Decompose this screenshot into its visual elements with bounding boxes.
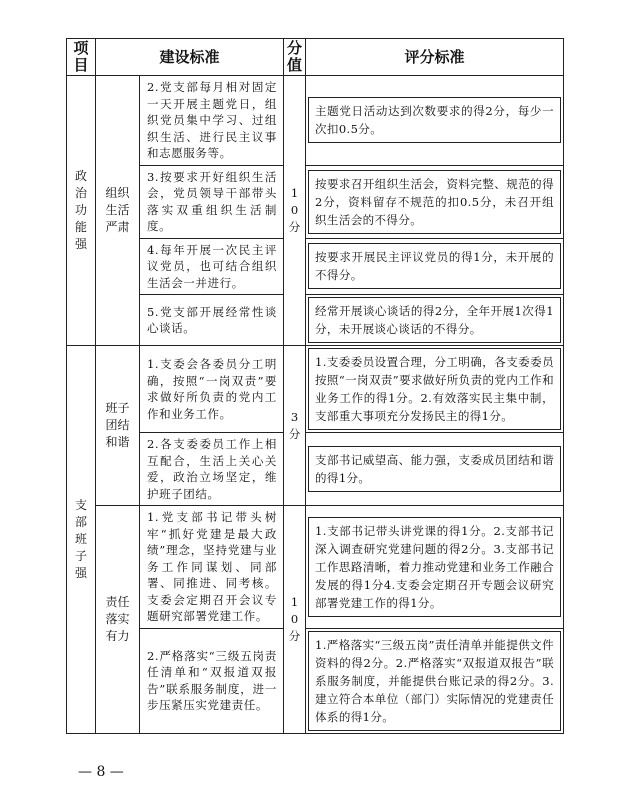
criteria-cell [306, 628, 564, 733]
standard-cell: 5.党支部开展经常性谈心谈话。 [140, 295, 284, 346]
standard-cell: 1.党支部书记带头树牢“抓好党建是最大政绩”理念，坚持党建与业务工作同谋划、同部署、同推进、同考核。支委会定期召开会议专题研究部署党建工作。 [140, 506, 284, 629]
evaluation-table [66, 38, 564, 734]
table-row [67, 238, 564, 295]
standard-cell: 2.各支委委员工作上相互配合，生活上关心关爱，政治立场坚定，维护班子团结。 [140, 433, 284, 506]
section-item-political: 政治功能强 [67, 76, 96, 346]
criteria-cell [306, 346, 564, 433]
score-value: 3分 [288, 409, 301, 441]
table-row [67, 76, 564, 166]
criteria-text: 1.支委委员设置合理，分工明确，各支委委员按照“一岗双责”要求做好所负责的党内工作和业务工作的得1分。2.有效落实民主集中制，支部重大事项充分发扬民主的得1分。 [308, 348, 561, 430]
criteria-cell [306, 238, 564, 295]
score-cell [284, 76, 306, 346]
score-cell [284, 506, 306, 734]
table-row [67, 433, 564, 506]
subsection-team-harmony: 班子团结和谐 [96, 346, 140, 506]
standard-cell: 3.按要求开好组织生活会，党员领导干部带头落实双重组织生活制度。 [140, 165, 284, 238]
criteria-text: 支部书记威望高、能力强，支委成员团结和谐的得1分。 [308, 446, 561, 492]
header-criteria: 评分标准 [306, 39, 564, 76]
subsection-responsibility: 责任落实有力 [96, 506, 140, 734]
header-score: 分值 [284, 39, 306, 76]
criteria-text: 按要求召开组织生活会，资料完整、规范的得2分，资料留存不规范的扣0.5分，未召开组织生活会的不得分。 [308, 170, 561, 234]
section-item-branch: 支部班子强 [67, 346, 96, 734]
score-value: 10分 [288, 594, 301, 643]
table-row [67, 295, 564, 346]
table-row [67, 628, 564, 733]
criteria-cell [306, 76, 564, 166]
standard-cell: 2.党支部每月相对固定一天开展主题党日，组织党员集中学习、过组织生活、进行民主议事和志愿服务等。 [140, 76, 284, 166]
table-row [67, 346, 564, 433]
header-standard: 建设标准 [96, 39, 284, 76]
table-row [67, 165, 564, 238]
criteria-cell [306, 165, 564, 238]
score-value: 10分 [288, 186, 301, 234]
standard-cell: 1.支委会各委员分工明确，按照“一岗双责”要求做好所负责的党内工作和业务工作。 [140, 346, 284, 433]
standard-cell: 4.每年开展一次民主评议党员，也可结合组织生活会一并进行。 [140, 238, 284, 295]
header-row [67, 39, 564, 76]
header-item: 项目 [67, 39, 96, 76]
criteria-text: 1.严格落实“三级五岗”责任清单并能提供文件资料的得2分。2.严格落实“双报道双报告”联系服务制度，并能提供台账记录的得2分。3.建立符合本单位（部门）实际情况的党建责任体系的得1分。 [308, 631, 561, 731]
criteria-text: 主题党日活动达到次数要求的得2分，每少一次扣0.5分。 [308, 97, 561, 143]
subsection-org-life: 组织生活严肃 [96, 76, 140, 346]
criteria-cell [306, 433, 564, 506]
criteria-text: 按要求开展民主评议党员的得1分，未开展的不得分。 [308, 243, 561, 289]
table-row [67, 506, 564, 629]
criteria-text: 经常开展谈心谈话的得2分，全年开展1次得1分，未开展谈心谈话的不得分。 [308, 297, 561, 343]
criteria-cell [306, 506, 564, 629]
standard-cell: 2.严格落实“三级五岗责任清单和“双报道双报告”联系服务制度，进一步压紧压实党建责任。 [140, 628, 284, 733]
page-number: — 8 — [78, 764, 124, 780]
criteria-cell [306, 295, 564, 346]
criteria-text: 1.支部书记带头讲党课的得1分。2.支部书记深入调查研究党建问题的得2分。3.支部书记工作思路清晰，着力推动党建和业务工作融合发展的得1分4.支委会定期召开专题会议研究部署党建工作的得1分。 [308, 517, 561, 617]
score-cell [284, 346, 306, 506]
